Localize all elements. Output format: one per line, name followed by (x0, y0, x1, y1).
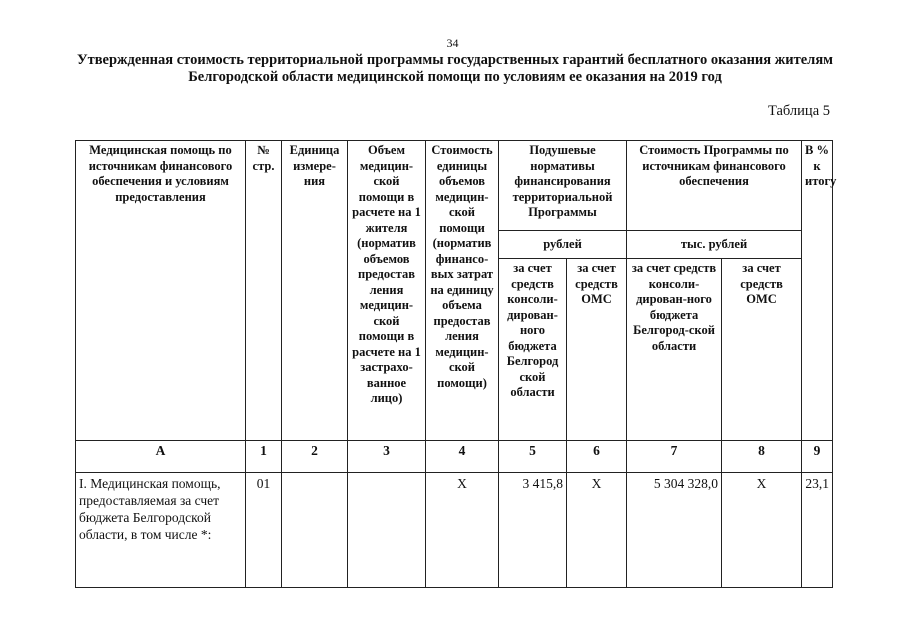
header-col-2: Единица измере-ния (282, 141, 348, 441)
page-number: 34 (446, 36, 459, 50)
header-col-7: за счет средств консоли-дирован-ного бюджета Белгород-ской области (627, 259, 722, 441)
index-cell: 3 (348, 441, 426, 473)
row-cost-unit: Х (426, 473, 499, 588)
row-name: I. Медицинская помощь, предоставляемая за счет бюджета Белгородской области, в том числе *: (76, 473, 246, 588)
row-volume (348, 473, 426, 588)
header-col-8: за счет средств ОМС (722, 259, 802, 441)
row-percent: 23,1 (802, 473, 833, 588)
row-cost-oms: Х (722, 473, 802, 588)
index-row (76, 441, 833, 473)
header-col-5: за счет средств консоли-дирован-ного бюджета Белгород ской области (499, 259, 567, 441)
header-unit-thousand: тыс. рублей (627, 231, 802, 259)
index-cell: 5 (499, 441, 567, 473)
index-cell: 4 (426, 441, 499, 473)
header-col-a: Медицинская помощь по источникам финансового обеспечения и условиям предоставления (76, 141, 246, 441)
document-title: Утвержденная стоимость территориальной программы государственных гарантий бесплатного оказания жителям Белгородской области медицинской помощи по условиям ее оказания на 2019 год (76, 52, 834, 85)
table-label: Таблица 5 (767, 103, 830, 119)
header-col-9: В % к итогу (802, 141, 833, 441)
index-cell: 7 (627, 441, 722, 473)
row-per-capita-budget: 3 415,8 (499, 473, 567, 588)
row-per-capita-oms: Х (567, 473, 627, 588)
program-cost-table (75, 140, 837, 588)
index-cell: 2 (282, 441, 348, 473)
index-cell: 1 (246, 441, 282, 473)
header-unit-rub: рублей (499, 231, 627, 259)
header-group-cost: Стоимость Программы по источникам финансового обеспечения (627, 141, 802, 231)
header-group-per-capita: Подушевые нормативы финансирования территориальной Программы (499, 141, 627, 231)
index-cell: 6 (567, 441, 627, 473)
table-row (76, 473, 833, 588)
row-line-number: 01 (246, 473, 282, 588)
row-cost-budget: 5 304 328,0 (627, 473, 722, 588)
index-cell: 8 (722, 441, 802, 473)
index-cell: А (76, 441, 246, 473)
header-col-1: № стр. (246, 141, 282, 441)
header-col-3: Объем медицин-ской помощи в расчете на 1 жителя (норматив объемов предостав ления медицин-ской помощи в расчете на 1 застрахо-ванное лицо) (348, 141, 426, 441)
index-cell: 9 (802, 441, 833, 473)
header-col-4: Стоимость единицы объемов медицин-ской помощи (норматив финансо-вых затрат на единицу объема предостав ления медицин-ской помощи) (426, 141, 499, 441)
header-col-6: за счет средств ОМС (567, 259, 627, 441)
row-unit (282, 473, 348, 588)
